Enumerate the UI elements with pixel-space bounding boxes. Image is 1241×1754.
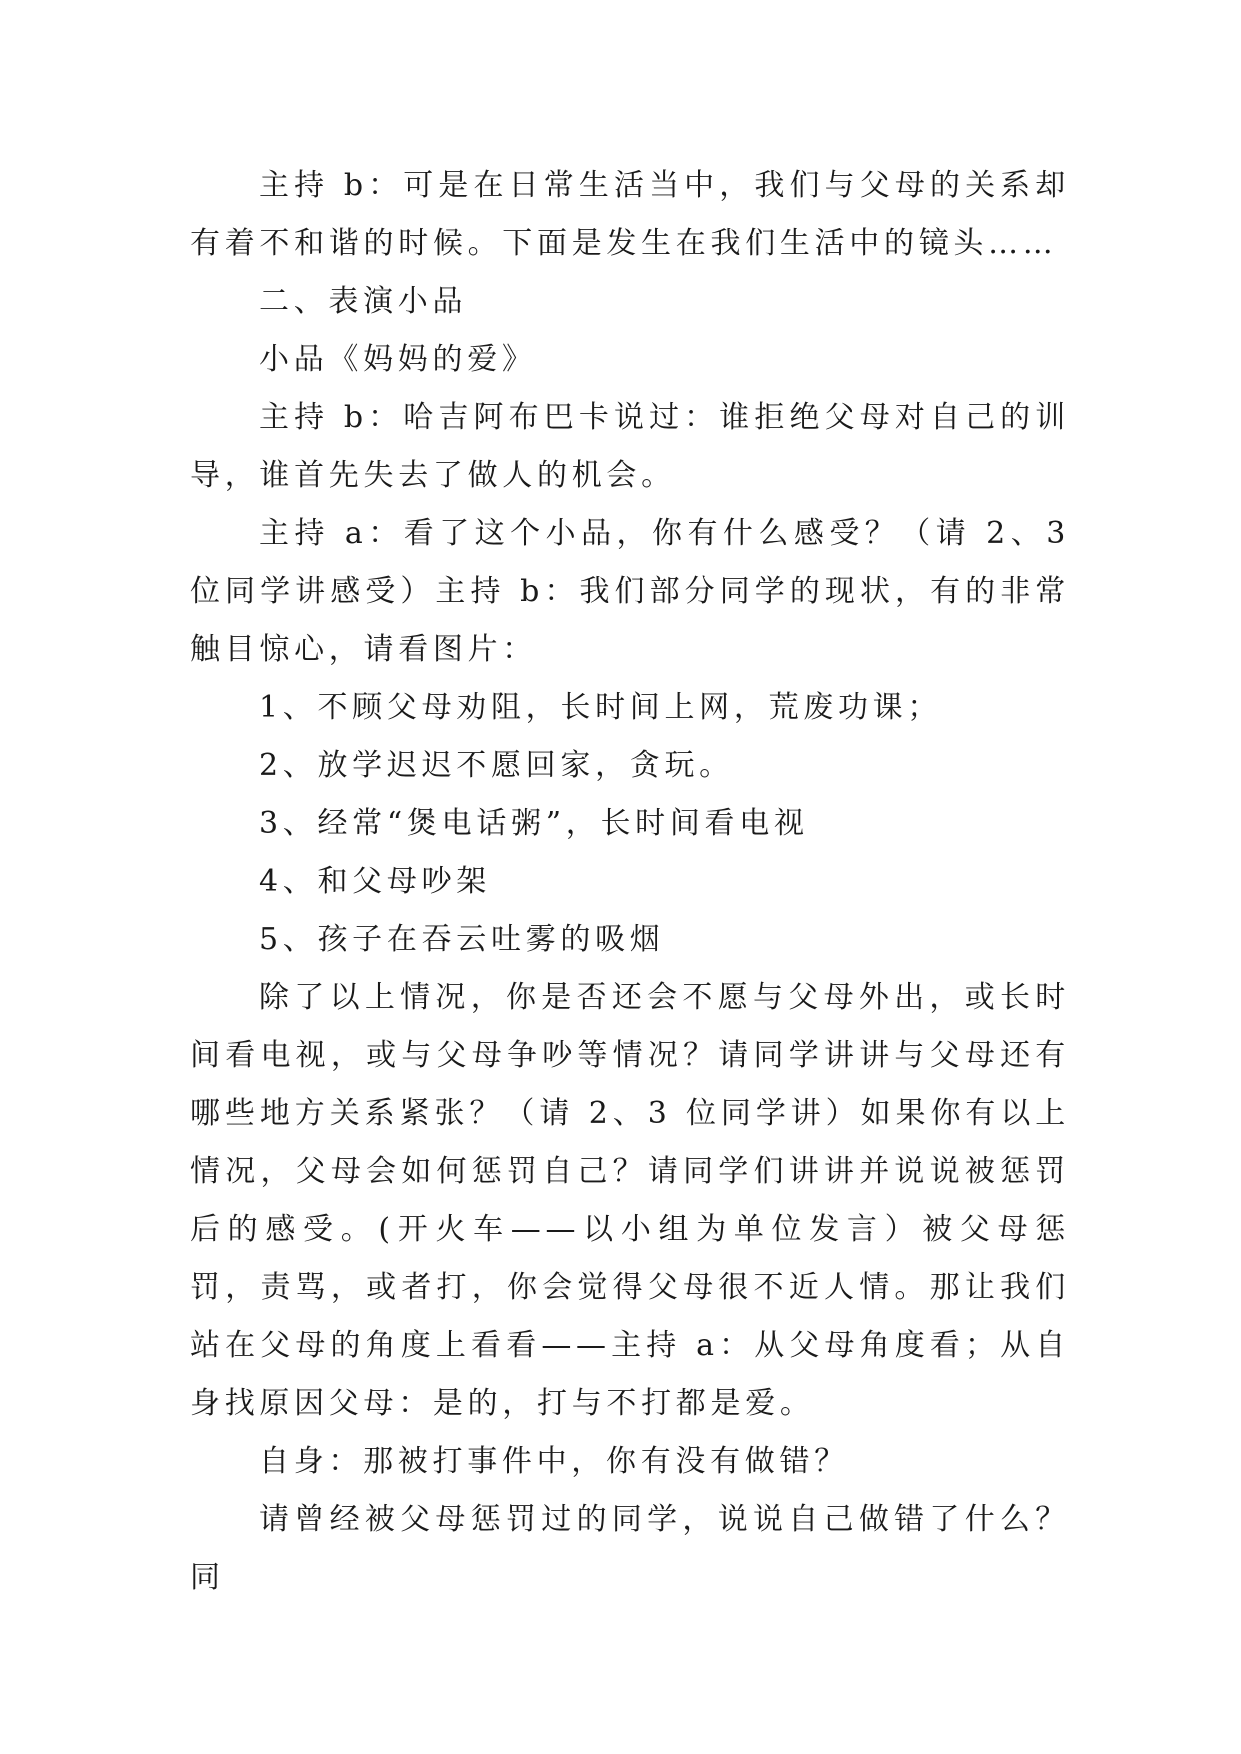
- list-item-5: 5、孩子在吞云吐雾的吸烟: [259, 922, 665, 957]
- paragraph-request: 请曾经被父母惩罚过的同学，说说自己做错了什么？同: [190, 1502, 1070, 1595]
- list-item-2: 2、放学迟迟不愿回家，贪玩。: [259, 748, 734, 783]
- list-item-3: 3、经常“煲电话粥”，长时间看电视: [259, 806, 809, 841]
- paragraph-self: 自身：那被打事件中，你有没有做错？: [259, 1444, 849, 1479]
- paragraph-host-b-intro: 主持 b：可是在日常生活当中，我们与父母的关系却有着不和谐的时候。下面是发生在我们生活中的镜头……: [190, 168, 1070, 261]
- paragraph-host-b-quote: 主持 b：哈吉阿布巴卡说过：谁拒绝父母对自己的训导，谁首先失去了做人的机会。: [190, 400, 1070, 493]
- section-heading-skit: 二、表演小品: [259, 284, 468, 319]
- paragraph-host-a-question: 主持 a：看了这个小品，你有什么感受？（请 2、3 位同学讲感受）主持 b：我们部分同学的现状，有的非常触目惊心，请看图片：: [190, 516, 1070, 667]
- list-item-1: 1、不顾父母劝阻，长时间上网，荒废功课；: [259, 690, 943, 725]
- skit-title: 小品《妈妈的爱》: [259, 342, 537, 377]
- list-item-4: 4、和父母吵架: [259, 864, 491, 899]
- document-body: [190, 157, 1070, 1607]
- paragraph-discussion: 除了以上情况，你是否还会不愿与父母外出，或长时间看电视，或与父母争吵等情况？请同学讲讲与父母还有哪些地方关系紧张？（请 2、3 位同学讲）如果你有以上情况，父母会如何惩罚自己？请同学们讲讲并说说被惩罚后的感受。(开火车——以小组为单位发言）被父母惩罚，责骂，或者打，你会觉得父母很不近人情。那让我们站在父母的角度上看看——主持 a：从父母角度看；从自身找原因父母：是的，打与不打都是爱。: [190, 980, 1070, 1421]
